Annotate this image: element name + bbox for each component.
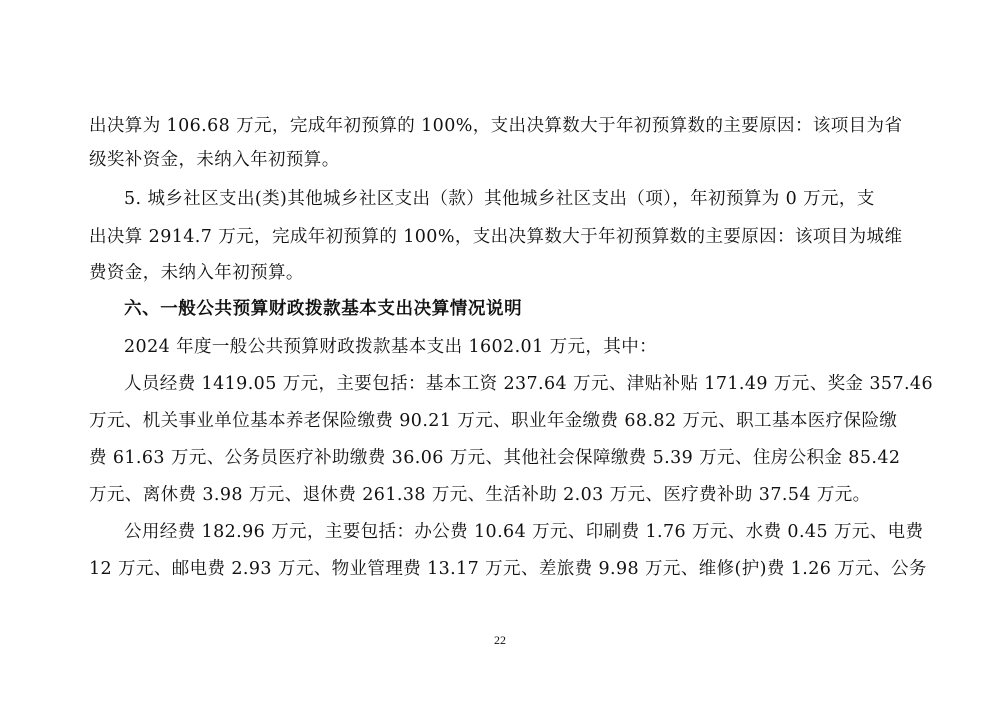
paragraph-line: 费 61.63 万元、公务员医疗补助缴费 36.06 万元、其他社会保障缴费 5.39 万元、住房公积金 85.42 <box>89 448 901 468</box>
paragraph-line: 级奖补资金，未纳入年初预算。 <box>89 150 340 170</box>
paragraph-line: 出决算 2914.7 万元，完成年初预算的 100%，支出决算数大于年初预算数的主要原因：该项目为城维 <box>89 227 903 247</box>
paragraph-line: 万元、机关事业单位基本养老保险缴费 90.21 万元、职业年金缴费 68.82 万元、职工基本医疗保险缴 <box>89 411 898 431</box>
paragraph-line: 人员经费 1419.05 万元，主要包括：基本工资 237.64 万元、津贴补贴 171.49 万元、奖金 357.46 <box>124 374 934 394</box>
section-heading: 六、一般公共预算财政拨款基本支出决算情况说明 <box>124 299 523 319</box>
paragraph-line: 5. 城乡社区支出(类)其他城乡社区支出（款）其他城乡社区支出（项），年初预算为 0 万元，支 <box>124 189 875 209</box>
paragraph-line: 费资金，未纳入年初预算。 <box>89 263 304 283</box>
paragraph-line: 万元、离休费 3.98 万元、退休费 261.38 万元、生活补助 2.03 万元、医疗费补助 37.54 万元。 <box>89 485 871 505</box>
paragraph-line: 公用经费 182.96 万元，主要包括：办公费 10.64 万元、印刷费 1.76 万元、水费 0.45 万元、电费 <box>124 522 924 542</box>
paragraph-line: 2024 年度一般公共预算财政拨款基本支出 1602.01 万元，其中： <box>124 337 657 357</box>
paragraph-line: 12 万元、邮电费 2.93 万元、物业管理费 13.17 万元、差旅费 9.98 万元、维修(护)费 1.26 万元、公务 <box>89 559 927 579</box>
paragraph-line: 出决算为 106.68 万元，完成年初预算的 100%，支出决算数大于年初预算数的主要原因：该项目为省 <box>89 116 903 136</box>
page-number: 22 <box>494 633 506 647</box>
